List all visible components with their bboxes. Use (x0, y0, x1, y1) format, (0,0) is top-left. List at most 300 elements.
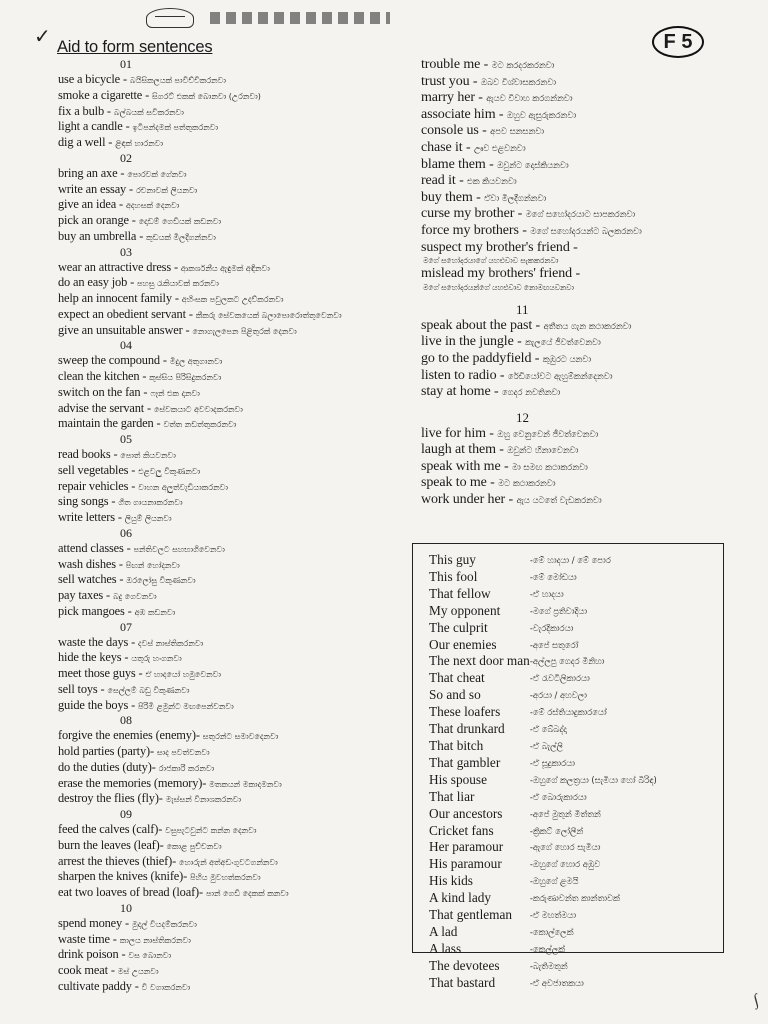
section-number: 01 (120, 57, 132, 71)
sinhala-meaning: මස් උයනවා (117, 967, 159, 976)
section-number: 06 (120, 525, 132, 540)
list-item (58, 776, 398, 792)
sinhala-meaning: පොත් කියවනවා (120, 451, 176, 460)
sinhala-meaning: -මගේ ප්‍රතිවාදියා (529, 605, 587, 616)
sinhala-meaning: කුඩයක් මිලදීගන්නවා (146, 232, 216, 242)
list-item (58, 916, 398, 932)
sinhala-meaning: පිඟන් හෝදනවා (125, 560, 180, 570)
english-term: That liar (429, 788, 475, 804)
english-phrase: work under her - (421, 492, 514, 508)
list-item (58, 385, 398, 401)
english-term: That gentleman (429, 907, 513, 923)
sinhala-meaning: මතකයන් මකාදමනවා (209, 779, 282, 789)
sinhala-meaning: සතුරන්ට සමාවදෙනවා (202, 732, 279, 742)
list-item (58, 572, 398, 588)
english-term: The culprit (429, 619, 488, 635)
table-row (429, 653, 657, 670)
english-phrase: erase the memories (memory)- (58, 775, 207, 790)
sinhala-meaning: දොඩම් ගෙඩියක් කඩනවා (138, 217, 222, 226)
english-phrase: speak about the past - (421, 317, 541, 333)
list-item (58, 463, 398, 479)
crest-icon (146, 8, 194, 28)
table-row (429, 772, 657, 789)
english-term: Cricket fans (429, 822, 494, 838)
sinhala-meaning: -ඒ බොරුකාරයා (529, 791, 587, 802)
list-item (58, 479, 398, 495)
sinhala-meaning: -ඔහුගේ ළමයි (529, 876, 579, 887)
english-phrase: switch on the fan - (58, 384, 148, 399)
english-phrase: advise the servant - (58, 400, 151, 415)
page-title: Aid to form sentences (57, 38, 213, 56)
english-term: The devotees (429, 957, 500, 973)
english-phrase: cook meat - (58, 963, 115, 977)
table-row (429, 586, 657, 603)
table-row (429, 620, 657, 637)
list-item (58, 401, 398, 417)
section-number: 10 (120, 900, 132, 915)
list-item (58, 869, 398, 885)
table-row (429, 789, 657, 806)
english-phrase: laugh at them - (421, 442, 504, 458)
english-phrase: forgive the enemies (enemy)- (58, 728, 200, 743)
list-item (58, 72, 398, 88)
english-phrase: light a candle - (58, 119, 130, 134)
english-phrase: marry her - (421, 90, 483, 106)
sinhala-meaning: පිරිමි ළමුන්ට මඟපෙන්වනවා (138, 701, 234, 711)
sinhala-meaning: මගේ සහෝදරයාගේ යහළුවාව සැකකරනවා (423, 256, 559, 266)
sinhala-meaning: රේඩියෝවට ඇහුම්කන්දෙනවා (507, 370, 613, 381)
sinhala-meaning: අතීතය ගැන කථාකරනවා (543, 320, 632, 331)
list-item (421, 492, 751, 509)
list-item (58, 213, 398, 229)
english-phrase: hide the keys - (58, 650, 129, 665)
sinhala-meaning: ඔරලෝසු විකුණනවා (126, 576, 196, 586)
english-phrase: sing songs - (58, 494, 116, 509)
list-item (421, 368, 751, 385)
sinhala-meaning: -බැතිමතුන් (529, 960, 568, 971)
sinhala-meaning: ඔවුන්ට දොස්කියනවා (497, 159, 569, 170)
list-item (58, 447, 398, 463)
sinhala-meaning: දවස් නාස්තිකරනවා (138, 638, 204, 648)
english-phrase: sweep the compound - (58, 353, 167, 368)
sinhala-meaning: ඒවා මිලදීගන්නවා (484, 192, 547, 203)
sinhala-meaning: නොගැලපෙන පිළිතුරක් දෙනවා (192, 326, 297, 336)
list-item (58, 791, 398, 807)
sinhala-meaning: පන්තිවලට සහභාගිවෙනවා (133, 544, 225, 554)
english-phrase: feed the calves (calf)- (58, 822, 163, 836)
english-phrase: bring an axe - (58, 165, 125, 180)
table-row (429, 958, 657, 975)
english-phrase: waste time - (58, 931, 117, 946)
list-item (58, 291, 398, 307)
list-item (58, 947, 398, 963)
list-item (58, 854, 398, 870)
table-row (429, 907, 657, 924)
sinhala-meaning: සාද පවත්වනවා (156, 748, 210, 757)
list-item (421, 426, 751, 443)
list-item (58, 822, 398, 838)
sinhala-meaning: බදු ගෙවනවා (112, 592, 157, 601)
list-item (421, 140, 751, 157)
sinhala-meaning: -ඒ සූදුකාරයා (529, 757, 575, 768)
english-phrase: read it - (421, 173, 464, 189)
table-row (429, 552, 657, 569)
sinhala-meaning: -අල්ලපු ගෙදර මිනිහා (529, 656, 605, 667)
list-item (58, 104, 398, 120)
sinhala-meaning: බයිසිකලයක් පාවිච්චිකරනවා (129, 76, 227, 85)
table-row (429, 721, 657, 738)
list-item (421, 206, 751, 223)
english-phrase: blame them - (421, 156, 494, 172)
english-phrase: buy an umbrella - (58, 228, 144, 243)
sinhala-meaning: -ඒ මහත්මයා (529, 910, 576, 921)
list-item (421, 90, 751, 107)
english-phrase: write an essay - (58, 181, 134, 196)
english-term: That fellow (429, 585, 491, 601)
list-item (58, 494, 398, 510)
english-phrase: clean the kitchen - (58, 369, 147, 383)
sinhala-meaning: ඔවුන්ට හිනාවෙනවා (507, 445, 579, 456)
cropped-header-strip (210, 12, 390, 24)
list-item (58, 588, 398, 604)
english-phrase: cultivate paddy - (58, 978, 139, 993)
section-number: 07 (120, 619, 132, 634)
english-term: His spouse (429, 771, 487, 787)
sinhala-meaning: සිගරට් එකක් බොනවා (උරනවා) (152, 91, 261, 101)
english-phrase: wash dishes - (58, 556, 123, 571)
english-phrase: give an unsuitable answer - (58, 322, 190, 337)
list-item (421, 442, 751, 459)
sinhala-meaning: පහසු රැකියාවක් කරනවා (137, 279, 219, 289)
table-row (429, 975, 657, 992)
english-phrase: sell watches - (58, 572, 124, 587)
sinhala-meaning: කාලය නාස්තිකරනවා (119, 935, 191, 945)
english-phrase: waste the days - (58, 634, 136, 649)
sinhala-meaning: පොරවක් ගේනවා (127, 169, 187, 179)
list-item (421, 173, 751, 190)
sinhala-meaning: -මේ රස්තියාදුකාරයෝ (529, 707, 607, 718)
sinhala-meaning: කැලයේ ජීවත්වෙනවා (525, 337, 601, 348)
sinhala-meaning: -ඒ බේබද්දා (529, 724, 567, 735)
english-phrase: listen to radio - (421, 367, 505, 383)
list-item (58, 666, 398, 682)
table-row (429, 670, 657, 687)
sinhala-meaning: -අරයා / අහවලා (529, 690, 587, 701)
sinhala-meaning: -මේ හාදයා / මේ පොර (529, 555, 611, 565)
sinhala-meaning: -ක්‍රිකට් ලෝලීන් (529, 825, 584, 836)
sinhala-meaning: -ඇගේ හොර සැමියා (529, 842, 601, 853)
sinhala-meaning: ඇයව විවාහ කරගන්නවා (486, 93, 573, 104)
list-item (58, 682, 398, 698)
sinhala-meaning: -ඒ රැවටිලිකාරයා (529, 673, 590, 684)
english-phrase: arrest the thieves (thief)- (58, 853, 177, 868)
table-row (429, 569, 657, 586)
sinhala-meaning: -කරුණාවන්ත කාන්තාවක් (529, 893, 620, 904)
list-item (421, 351, 751, 368)
list-item (58, 541, 398, 557)
english-phrase: smoke a cigarette - (58, 87, 150, 102)
english-phrase: attend classes - (58, 540, 131, 555)
table-row (429, 704, 657, 721)
english-phrase: pay taxes - (58, 588, 111, 602)
list-item (58, 932, 398, 948)
sinhala-meaning: පිහිය මුවහත්කරනවා (190, 873, 261, 883)
sinhala-meaning: මිදුල අතුගානවා (169, 357, 223, 367)
list-item (58, 698, 398, 714)
page-badge: F 5 (652, 26, 704, 58)
section-number: 05 (120, 432, 132, 446)
sinhala-meaning: වාහන අලුත්වැඩියාකරනවා (138, 482, 228, 492)
scan-mark: ∫ (751, 991, 760, 1010)
list-item (421, 266, 751, 293)
list-item (58, 353, 398, 369)
list-item (58, 88, 398, 104)
list-item (58, 557, 398, 573)
english-phrase: guide the boys - (58, 697, 136, 712)
sinhala-meaning: -මේ මෝඩයා (529, 571, 577, 582)
sinhala-meaning: අපව සනසනවා (490, 126, 545, 137)
english-term: His paramour (429, 856, 502, 872)
sinhala-meaning: -කොල්ලෙක් (529, 926, 574, 937)
list-item (58, 744, 398, 760)
english-phrase: pick mangoes - (58, 603, 132, 618)
list-item (421, 318, 751, 335)
list-item (421, 157, 751, 174)
table-row (429, 755, 657, 772)
section-gap (421, 401, 751, 409)
list-item (58, 510, 398, 526)
sinhala-meaning: එක කියවනවා (467, 176, 517, 187)
table-row (429, 839, 657, 856)
sinhala-meaning: -ඔහුගේ කලත්‍රයා (සැමියා හෝ බිරිඳ) (529, 774, 657, 785)
vocabulary-table (429, 552, 657, 992)
list-item (58, 838, 398, 854)
english-term: That bastard (429, 974, 496, 990)
english-phrase: sharpen the knives (knife)- (58, 869, 188, 884)
list-item (58, 416, 398, 432)
table-row (429, 637, 657, 654)
table-row (429, 941, 657, 958)
list-item (58, 229, 398, 245)
english-phrase: speak with me - (421, 458, 509, 474)
english-term: This fool (429, 568, 478, 584)
sinhala-meaning: ගීත ගායනාකරනවා (118, 498, 183, 508)
english-phrase: sell vegetables - (58, 462, 136, 477)
english-phrase: mislead my brothers' friend - (421, 266, 581, 282)
list-item (58, 728, 398, 744)
english-term: That bitch (429, 737, 484, 753)
english-phrase: sell toys - (58, 681, 105, 696)
sinhala-meaning: කුඹුරට යනවා (542, 353, 592, 364)
sinhala-meaning: එළවලු විකුණනවා (138, 466, 201, 476)
sinhala-meaning: ඔබව විශ්වාසකරනවා (480, 76, 556, 87)
english-phrase: trouble me - (421, 57, 489, 72)
english-term: That cheat (429, 670, 485, 686)
sinhala-meaning: -ඒ අවජාතකයා (529, 977, 584, 988)
table-row (429, 738, 657, 755)
english-term: A lass (429, 940, 462, 956)
english-phrase: live in the jungle - (421, 334, 522, 350)
english-phrase: burn the leaves (leaf)- (58, 837, 164, 852)
sinhala-meaning: -කෙල්ලක් (529, 943, 565, 954)
english-phrase: eat two loaves of bread (loaf)- (58, 885, 203, 899)
table-row (429, 687, 657, 704)
sinhala-meaning: පාන් ගෙඩි දෙකක් කනවා (205, 889, 289, 898)
sinhala-meaning: මගේ සහෝදරයන්ගේ යහළුවාව නොමඟයවනවා (423, 282, 574, 292)
english-phrase: read books - (58, 447, 118, 461)
english-phrase: chase it - (421, 139, 471, 155)
list-item (58, 166, 398, 182)
sinhala-meaning: ෆෑන් එක දානවා (150, 388, 200, 398)
list-item (58, 979, 398, 995)
sinhala-meaning: -අපේ සතුරෝ (529, 639, 579, 650)
sinhala-meaning: මගේ සහෝදරයාට සාපකරනවා (525, 209, 636, 220)
english-phrase: buy them - (421, 189, 481, 205)
sinhala-meaning: යතුරු හංගනවා (131, 654, 182, 664)
english-phrase: write letters - (58, 510, 122, 524)
list-item (58, 119, 398, 135)
english-phrase: dig a well - (58, 135, 113, 149)
list-item (58, 760, 398, 776)
section-number: 08 (120, 713, 132, 728)
list-item (58, 135, 398, 151)
english-phrase: stay at home - (421, 384, 499, 400)
english-term: That gambler (429, 754, 501, 770)
list-item (421, 475, 751, 492)
list-item (58, 260, 398, 276)
sinhala-meaning: ඇය යටතේ වැඩකරනවා (516, 495, 602, 506)
english-phrase: give an idea - (58, 197, 123, 212)
list-item (421, 107, 751, 124)
table-row (429, 856, 657, 873)
list-item (58, 369, 398, 385)
list-item (58, 963, 398, 979)
sinhala-meaning: සෙල්ලම් බඩු විකුණනවා (107, 685, 190, 695)
english-phrase: do the duties (duty)- (58, 759, 156, 774)
section-number: 09 (120, 807, 132, 821)
list-item (58, 197, 398, 213)
english-phrase: help an innocent family - (58, 291, 179, 305)
english-phrase: hold parties (party)- (58, 744, 154, 758)
english-phrase: live for him - (421, 425, 494, 441)
list-item (58, 635, 398, 651)
list-item (421, 334, 751, 351)
section-gap (421, 293, 751, 301)
english-phrase: drink poison - (58, 947, 126, 962)
sinhala-meaning: වී වගාකරනවා (141, 982, 191, 992)
english-phrase: expect an obedient servant - (58, 306, 193, 321)
english-phrase: use a bicycle - (58, 72, 127, 86)
section-number: 12 (516, 409, 529, 425)
sinhala-meaning: ගෙදර නවතිනවා (501, 387, 561, 398)
english-phrase: force my brothers - (421, 222, 527, 238)
english-phrase: do an easy job - (58, 275, 135, 290)
english-phrase: spend money - (58, 915, 130, 930)
checkmark: ✓ (34, 24, 51, 48)
list-item (421, 57, 751, 74)
list-item (58, 182, 398, 198)
list-item (58, 885, 398, 901)
english-phrase: curse my brother - (421, 206, 523, 222)
section-number: 04 (120, 338, 132, 353)
table-row (429, 873, 657, 890)
sinhala-meaning: කොළ පුච්චනවා (166, 841, 222, 851)
list-item (421, 240, 751, 267)
sinhala-meaning: ඒ හාදයෝ හමුවෙනවා (145, 670, 221, 679)
list-item (421, 123, 751, 140)
sinhala-meaning: මැස්සන් විනාශකරනවා (165, 795, 242, 805)
english-term: A lad (429, 923, 458, 939)
english-term: My opponent (429, 602, 501, 618)
section-number: 03 (120, 244, 132, 259)
table-row (429, 806, 657, 823)
english-term: Our enemies (429, 636, 497, 652)
sinhala-meaning: ඔහු වෙනුවෙන් ජීවත්වෙනවා (497, 428, 599, 439)
sinhala-meaning: -ඒ හාදයා (529, 588, 564, 599)
sinhala-meaning: ආකර්ශනීය ඇඳුමක් අඳිනවා (180, 263, 270, 273)
list-item (421, 74, 751, 91)
english-phrase: destroy the flies (fly)- (58, 791, 163, 806)
english-term: Her paramour (429, 839, 504, 855)
sinhala-meaning: අදහසක් දෙනවා (125, 201, 180, 211)
table-row (429, 924, 657, 941)
english-term: A kind lady (429, 890, 492, 906)
table-row (429, 603, 657, 620)
sinhala-meaning: කුස්සිය පිරිසිදුකරනවා (149, 373, 222, 382)
sinhala-meaning: -අපේ මුතුන් මිත්තන් (529, 808, 601, 819)
english-phrase: fix a bulb - (58, 103, 111, 118)
sinhala-meaning: වසුපැටවුන්ට කන්න දෙනවා (165, 826, 257, 835)
list-item (421, 190, 751, 207)
list-item (58, 307, 398, 323)
list-item (421, 384, 751, 401)
english-phrase: go to the paddyfield - (421, 350, 540, 366)
sinhala-meaning: බල්බයක් සවිකරනවා (113, 107, 184, 117)
english-phrase: trust you - (421, 73, 478, 89)
sinhala-meaning: ලියුම් ලියනවා (124, 514, 172, 523)
sinhala-meaning: වත්ත නඩත්තුකරනවා (163, 420, 237, 430)
list-item (58, 650, 398, 666)
sinhala-meaning: සේවකයාට අවවාදකරනවා (153, 404, 243, 414)
english-phrase: repair vehicles - (58, 478, 136, 493)
list-item (421, 223, 751, 240)
english-term: That drunkard (429, 721, 505, 737)
table-row (429, 890, 657, 907)
english-phrase: suspect my brother's friend - (421, 239, 578, 255)
sinhala-meaning: ළිඳක් හාරනවා (115, 139, 164, 148)
list-item (58, 275, 398, 291)
english-term: This guy (429, 552, 476, 567)
list-item (58, 323, 398, 339)
english-phrase: wear an attractive dress - (58, 259, 178, 274)
left-column (58, 57, 398, 995)
vocabulary-box (412, 543, 724, 990)
sinhala-meaning: රචනාවක් ලියනවා (135, 185, 198, 195)
sinhala-meaning: වස බොනවා (128, 951, 172, 961)
sinhala-meaning: -ඒ බැල්ලි (529, 740, 563, 751)
sinhala-meaning: ඉටිපන්දමක් පත්තුකරනවා (132, 123, 219, 133)
english-term: So and so (429, 687, 481, 703)
right-column (421, 57, 751, 509)
english-phrase: associate him - (421, 106, 504, 122)
sinhala-meaning: රාජකාරි කරනවා (158, 763, 215, 773)
sinhala-meaning: ඌව එළවනවා (473, 142, 526, 153)
table-row (429, 823, 657, 840)
sinhala-meaning: අඹ කඩනවා (134, 607, 176, 617)
english-phrase: meet those guys - (58, 666, 143, 680)
section-number: 02 (120, 150, 132, 165)
english-phrase: pick an orange - (58, 213, 136, 227)
